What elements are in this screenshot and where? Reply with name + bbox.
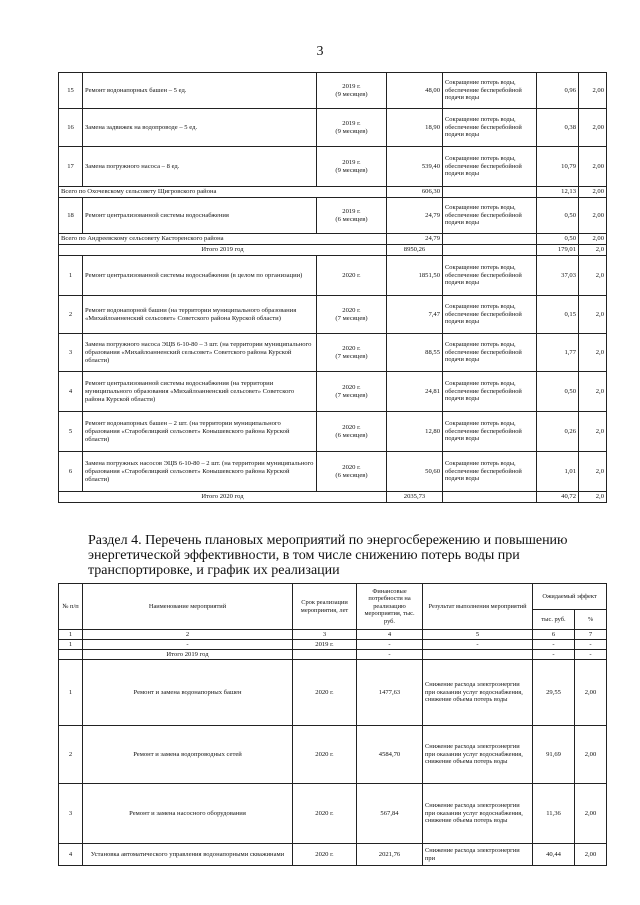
table-row (59, 660, 607, 726)
header-name: Наименование мероприятий (83, 584, 293, 630)
measure-term: 2020 г. (293, 660, 357, 726)
column-number: 2 (83, 630, 293, 640)
measure-term: 2019 г. (9 месяцев) (317, 147, 387, 187)
section-4-heading-line: энергетической эффективности, в том числе снижению потерь воды при (88, 548, 520, 563)
effect-percent: 2,00 (579, 109, 607, 147)
subtotal-percent: - (575, 650, 607, 660)
expected-effect: 40,44 (533, 844, 575, 866)
row-number: 1 (59, 640, 83, 650)
table-row (59, 650, 607, 660)
measure-name: Ремонт водонапорных башен – 5 ед. (83, 73, 317, 109)
measure-result: - (423, 640, 533, 650)
measure-cost: 567,84 (357, 784, 423, 844)
measure-name: Ремонт водонапорной башни (на территории муниципального образования «Михайлоанненский сельсовет» Советского района Курской области) (83, 296, 317, 334)
table-row (59, 198, 607, 234)
row-number: 15 (59, 73, 83, 109)
header-term: Срок реализации мероприятия, лет (293, 584, 357, 630)
measure-name: Ремонт и замена насосного оборудования (83, 784, 293, 844)
subtotal-cost: 2035,73 (387, 492, 443, 503)
measure-term: 2019 г. (293, 640, 357, 650)
subtotal-effect: 179,01 (537, 245, 579, 256)
expected-effect: 0,38 (537, 109, 579, 147)
measure-result: Сокращение потерь воды, обеспечение бесперебойной подачи воды (443, 256, 537, 296)
table-row (59, 109, 607, 147)
subtotal-effect: 0,50 (537, 234, 579, 245)
section-4-heading (88, 533, 606, 578)
row-number: 17 (59, 147, 83, 187)
measure-name: Установка автоматического управления водонапорными скважинами (83, 844, 293, 866)
subtotal-percent: 2,0 (579, 245, 607, 256)
measure-term: 2020 г. (317, 256, 387, 296)
measure-term: 2020 г. (7 месяцев) (317, 296, 387, 334)
table-row (59, 245, 607, 256)
section-4-heading-line: транспортировке, и график их реализации (88, 563, 340, 578)
measure-cost: 539,40 (387, 147, 443, 187)
measure-term: 2020 г. (293, 726, 357, 784)
effect-percent: 2,00 (579, 73, 607, 109)
measure-term: 2019 г. (6 месяцев) (317, 198, 387, 234)
measure-result: Снижение расхода электроэнергии при оказании услуг водоснабжения, снижение объема потерь воды (423, 726, 533, 784)
measure-name: - (83, 640, 293, 650)
expected-effect: 29,55 (533, 660, 575, 726)
measure-cost: 1477,63 (357, 660, 423, 726)
header-effect: Ожидаемый эффект (533, 584, 607, 610)
table-row (59, 73, 607, 109)
measure-name: Ремонт водонапорных башен – 2 шт. (на территории муниципального образования «Старобелицкий сельсовет» Конышевского района Курской области) (83, 412, 317, 452)
measure-term: 2019 г. (9 месяцев) (317, 73, 387, 109)
measure-result: Сокращение потерь воды, обеспечение бесперебойной подачи воды (443, 147, 537, 187)
empty-cell (423, 650, 533, 660)
measure-term: 2020 г. (7 месяцев) (317, 372, 387, 412)
subtotal-effect: - (533, 650, 575, 660)
subtotal-label: Всего по Андреевскому сельсовету Касторенского района (59, 234, 387, 245)
empty-cell (59, 650, 83, 660)
row-number: 2 (59, 296, 83, 334)
table-row (59, 256, 607, 296)
table-row (59, 334, 607, 372)
year-total-label: Итого 2019 год (83, 650, 293, 660)
measure-result: Сокращение потерь воды, обеспечение бесперебойной подачи воды (443, 198, 537, 234)
table-row (59, 726, 607, 784)
subtotal-cost: 24,79 (387, 234, 443, 245)
column-number: 1 (59, 630, 83, 640)
expected-effect: 0,96 (537, 73, 579, 109)
measure-result: Сокращение потерь воды, обеспечение бесперебойной подачи воды (443, 372, 537, 412)
measure-result: Сокращение потерь воды, обеспечение бесперебойной подачи воды (443, 109, 537, 147)
effect-percent: 2,00 (575, 726, 607, 784)
expected-effect: 0,50 (537, 372, 579, 412)
measures-table-continued (58, 72, 607, 503)
row-number: 4 (59, 372, 83, 412)
measure-cost: 2021,76 (357, 844, 423, 866)
measure-cost: 12,80 (387, 412, 443, 452)
table-row (59, 187, 607, 198)
measure-name: Замена погружного насоса ЭЦВ 6-10-80 – 3 шт. (на территории муниципального образования «Михайлоанненский сельсовет» Советского района Курской области) (83, 334, 317, 372)
measure-cost: 7,47 (387, 296, 443, 334)
row-number: 6 (59, 452, 83, 492)
measure-term: 2020 г. (6 месяцев) (317, 452, 387, 492)
row-number: 1 (59, 256, 83, 296)
measure-result: Сокращение потерь воды, обеспечение бесперебойной подачи воды (443, 73, 537, 109)
column-number: 7 (575, 630, 607, 640)
empty-cell (443, 234, 537, 245)
measure-term: 2020 г. (293, 844, 357, 866)
measure-result: Сокращение потерь воды, обеспечение бесперебойной подачи воды (443, 452, 537, 492)
measure-name: Ремонт и замена водопроводных сетей (83, 726, 293, 784)
column-number: 3 (293, 630, 357, 640)
subtotal-percent: 2,00 (579, 234, 607, 245)
row-number: 2 (59, 726, 83, 784)
measure-name: Замена погружных насосов ЭЦВ 6-10-80 – 2 шт. (на территории муниципального образования «Старобелицкий сельсовет» Конышевского района Курской области) (83, 452, 317, 492)
expected-effect: 91,69 (533, 726, 575, 784)
table-row (59, 492, 607, 503)
header-result: Результат выполнения мероприятий (423, 584, 533, 630)
column-number: 5 (423, 630, 533, 640)
effect-percent: 2,00 (575, 660, 607, 726)
row-number: 3 (59, 334, 83, 372)
effect-percent: 2,0 (579, 334, 607, 372)
header-num: № п/п (59, 584, 83, 630)
expected-effect: 1,01 (537, 452, 579, 492)
empty-cell (443, 245, 537, 256)
effect-percent: 2,00 (575, 844, 607, 866)
subtotal-percent: 2,0 (579, 492, 607, 503)
section-4-heading-line: Раздел 4. Перечень плановых мероприятий по энергосбережению и повышению (88, 533, 568, 548)
effect-percent: - (575, 640, 607, 650)
measure-term: 2020 г. (7 месяцев) (317, 334, 387, 372)
expected-effect: - (533, 640, 575, 650)
measure-name: Ремонт централизованной системы водоснабжения (на территории муниципального образования «Михайлоанненский сельсовет» Советского района Курской области) (83, 372, 317, 412)
measure-cost: 24,79 (387, 198, 443, 234)
measure-cost: 1851,50 (387, 256, 443, 296)
header-pct-unit: % (575, 610, 607, 630)
header-cost: Финансовые потребности на реализацию мероприятия, тыс. руб. (357, 584, 423, 630)
measure-name: Ремонт централизованной системы водоснабжения (в целом по организации) (83, 256, 317, 296)
column-number: 4 (357, 630, 423, 640)
measure-result: Сокращение потерь воды, обеспечение бесперебойной подачи воды (443, 296, 537, 334)
subtotal-cost: - (357, 650, 423, 660)
empty-cell (293, 650, 357, 660)
measure-cost: 18,90 (387, 109, 443, 147)
measure-result: Снижение расхода электроэнергии при оказании услуг водоснабжения, снижение объема потерь воды (423, 784, 533, 844)
measure-result: Снижение расхода электроэнергии при (423, 844, 533, 866)
measure-cost: 50,60 (387, 452, 443, 492)
table-row (59, 412, 607, 452)
measure-cost: 4584,70 (357, 726, 423, 784)
expected-effect: 37,03 (537, 256, 579, 296)
effect-percent: 2,00 (575, 784, 607, 844)
subtotal-effect: 40,72 (537, 492, 579, 503)
measure-term: 2020 г. (293, 784, 357, 844)
row-number: 5 (59, 412, 83, 452)
expected-effect: 1,77 (537, 334, 579, 372)
year-total-label: Итого 2019 год (59, 245, 387, 256)
measure-cost: 48,00 (387, 73, 443, 109)
expected-effect: 0,26 (537, 412, 579, 452)
measure-cost: 88,55 (387, 334, 443, 372)
row-number: 4 (59, 844, 83, 866)
subtotal-cost: 8950,26 (387, 245, 443, 256)
measure-term: 2020 г. (6 месяцев) (317, 412, 387, 452)
effect-percent: 2,00 (579, 198, 607, 234)
column-number: 6 (533, 630, 575, 640)
table-row (59, 452, 607, 492)
measure-name: Замена погружного насоса – 8 ед. (83, 147, 317, 187)
expected-effect: 0,15 (537, 296, 579, 334)
table-row (59, 844, 607, 866)
row-number: 18 (59, 198, 83, 234)
expected-effect: 0,50 (537, 198, 579, 234)
row-number: 1 (59, 660, 83, 726)
expected-effect: 11,36 (533, 784, 575, 844)
expected-effect: 10,79 (537, 147, 579, 187)
header-eff-unit: тыс. руб. (533, 610, 575, 630)
measure-cost: 24,81 (387, 372, 443, 412)
row-number: 16 (59, 109, 83, 147)
effect-percent: 2,0 (579, 296, 607, 334)
measure-name: Ремонт централизованной системы водоснабжения (83, 198, 317, 234)
year-total-label: Итого 2020 год (59, 492, 387, 503)
effect-percent: 2,0 (579, 256, 607, 296)
measure-result: Сокращение потерь воды, обеспечение бесперебойной подачи воды (443, 412, 537, 452)
effect-percent: 2,0 (579, 372, 607, 412)
measure-cost: - (357, 640, 423, 650)
subtotal-cost: 606,30 (387, 187, 443, 198)
table-row (59, 640, 607, 650)
measure-result: Снижение расхода электроэнергии при оказании услуг водоснабжения, снижение объема потерь воды (423, 660, 533, 726)
measure-term: 2019 г. (9 месяцев) (317, 109, 387, 147)
row-number: 3 (59, 784, 83, 844)
table-row (59, 147, 607, 187)
subtotal-effect: 12,13 (537, 187, 579, 198)
effect-percent: 2,0 (579, 452, 607, 492)
effect-percent: 2,00 (579, 147, 607, 187)
energy-saving-measures-table (58, 583, 607, 866)
measure-result: Сокращение потерь воды, обеспечение бесперебойной подачи воды (443, 334, 537, 372)
measure-name: Замена задвижек на водопроводе – 5 ед. (83, 109, 317, 147)
measure-name: Ремонт и замена водонапорных башен (83, 660, 293, 726)
effect-percent: 2,0 (579, 412, 607, 452)
table-row (59, 372, 607, 412)
empty-cell (443, 492, 537, 503)
page-number: 3 (316, 44, 324, 59)
table-row (59, 296, 607, 334)
table-row (59, 784, 607, 844)
empty-cell (443, 187, 537, 198)
table-row (59, 234, 607, 245)
subtotal-percent: 2,00 (579, 187, 607, 198)
subtotal-label: Всего по Охочевскому сельсовету Щигровского района (59, 187, 387, 198)
